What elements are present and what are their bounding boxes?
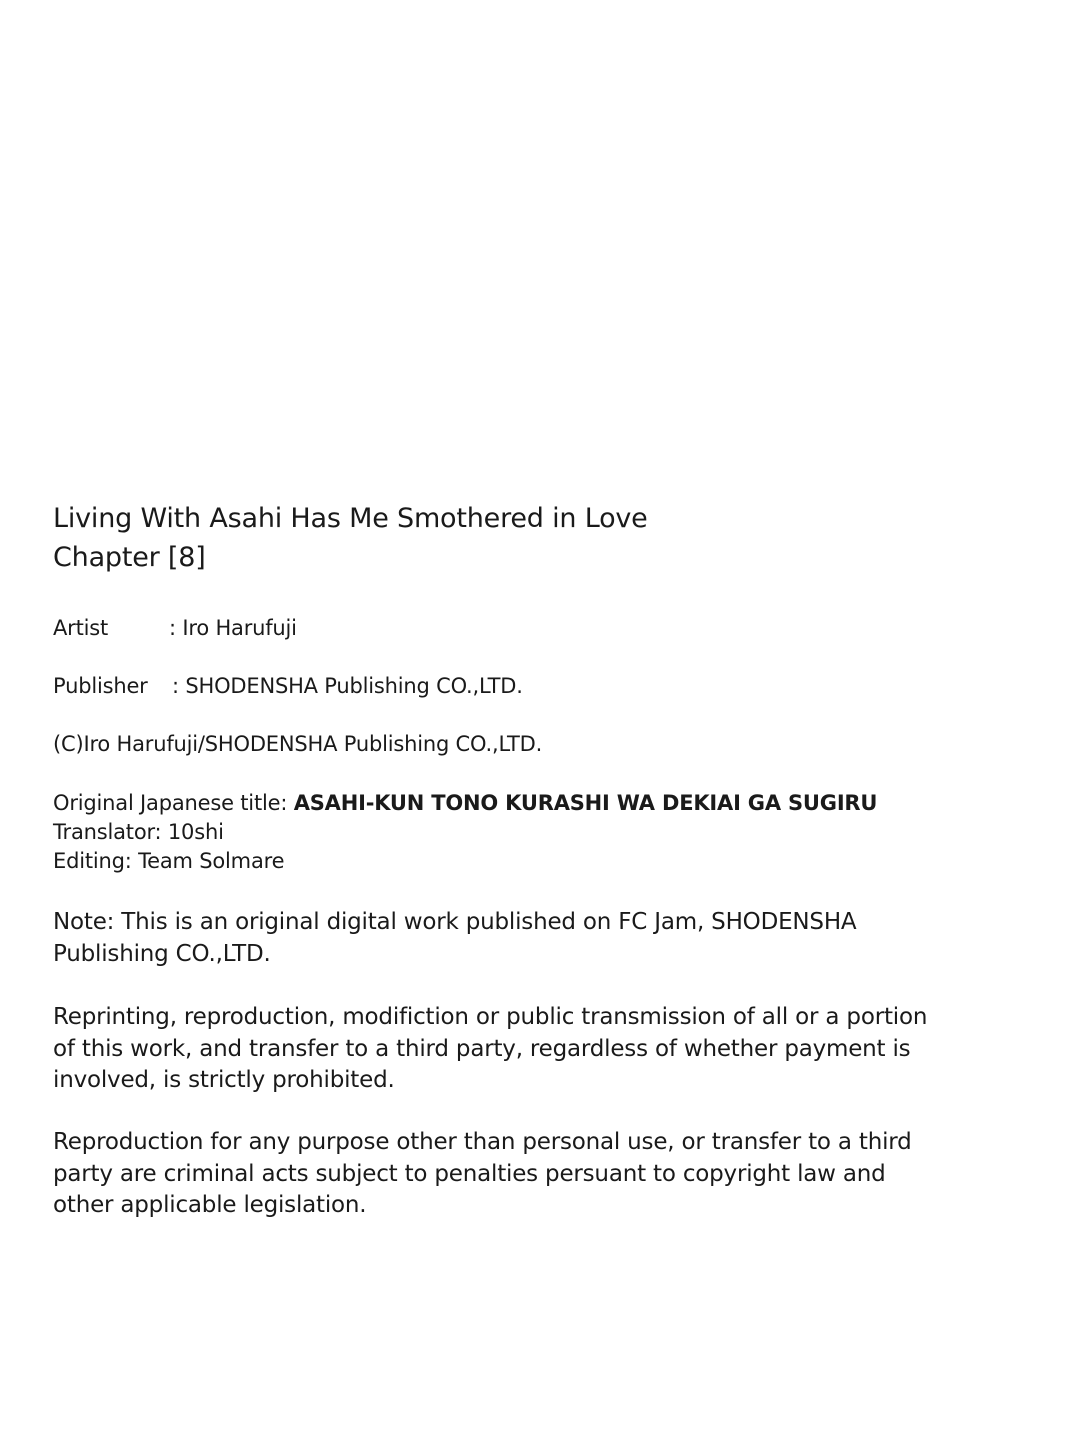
- original-title-value: ASAHI-KUN TONO KURASHI WA DEKIAI GA SUGIRU: [293, 791, 878, 815]
- note-line: Publishing CO.,LTD.: [53, 940, 271, 967]
- reproduction-line: party are criminal acts subject to penalties persuant to copyright law and: [53, 1160, 886, 1187]
- reprinting-line: Reprinting, reproduction, modifiction or public transmission of all or a portion: [53, 1004, 928, 1030]
- reprinting-paragraph: [53, 1002, 927, 1097]
- artist-row: [53, 614, 297, 642]
- copyright-line: (C)Iro Harufuji/SHODENSHA Publishing CO.,LTD.: [53, 732, 543, 756]
- chapter-title: Chapter [8]: [53, 542, 206, 573]
- publisher-row: [53, 672, 523, 700]
- editing-line: Editing: Team Solmare: [53, 849, 285, 873]
- reprinting-line: of this work, and transfer to a third party, regardless of whether payment is: [53, 1035, 911, 1062]
- reproduction-paragraph: [53, 1127, 912, 1222]
- reprinting-line: involved, is strictly prohibited.: [53, 1067, 395, 1093]
- reproduction-line: Reproduction for any purpose other than personal use, or transfer to a third: [53, 1129, 912, 1155]
- series-title: Living With Asahi Has Me Smothered in Love: [53, 503, 648, 534]
- publisher-value: : SHODENSHA Publishing CO.,LTD.: [172, 674, 523, 698]
- note-line: Note: This is an original digital work published on FC Jam, SHODENSHA: [53, 909, 857, 935]
- publisher-label: Publisher: [53, 674, 148, 698]
- artist-value: : Iro Harufuji: [169, 616, 297, 640]
- original-title-row: [53, 789, 877, 817]
- reproduction-line: other applicable legislation.: [53, 1192, 367, 1218]
- note-paragraph: [53, 907, 856, 970]
- artist-label: Artist: [53, 616, 109, 640]
- original-title-label: Original Japanese title:: [53, 791, 294, 815]
- translator-line: Translator: 10shi: [53, 820, 224, 844]
